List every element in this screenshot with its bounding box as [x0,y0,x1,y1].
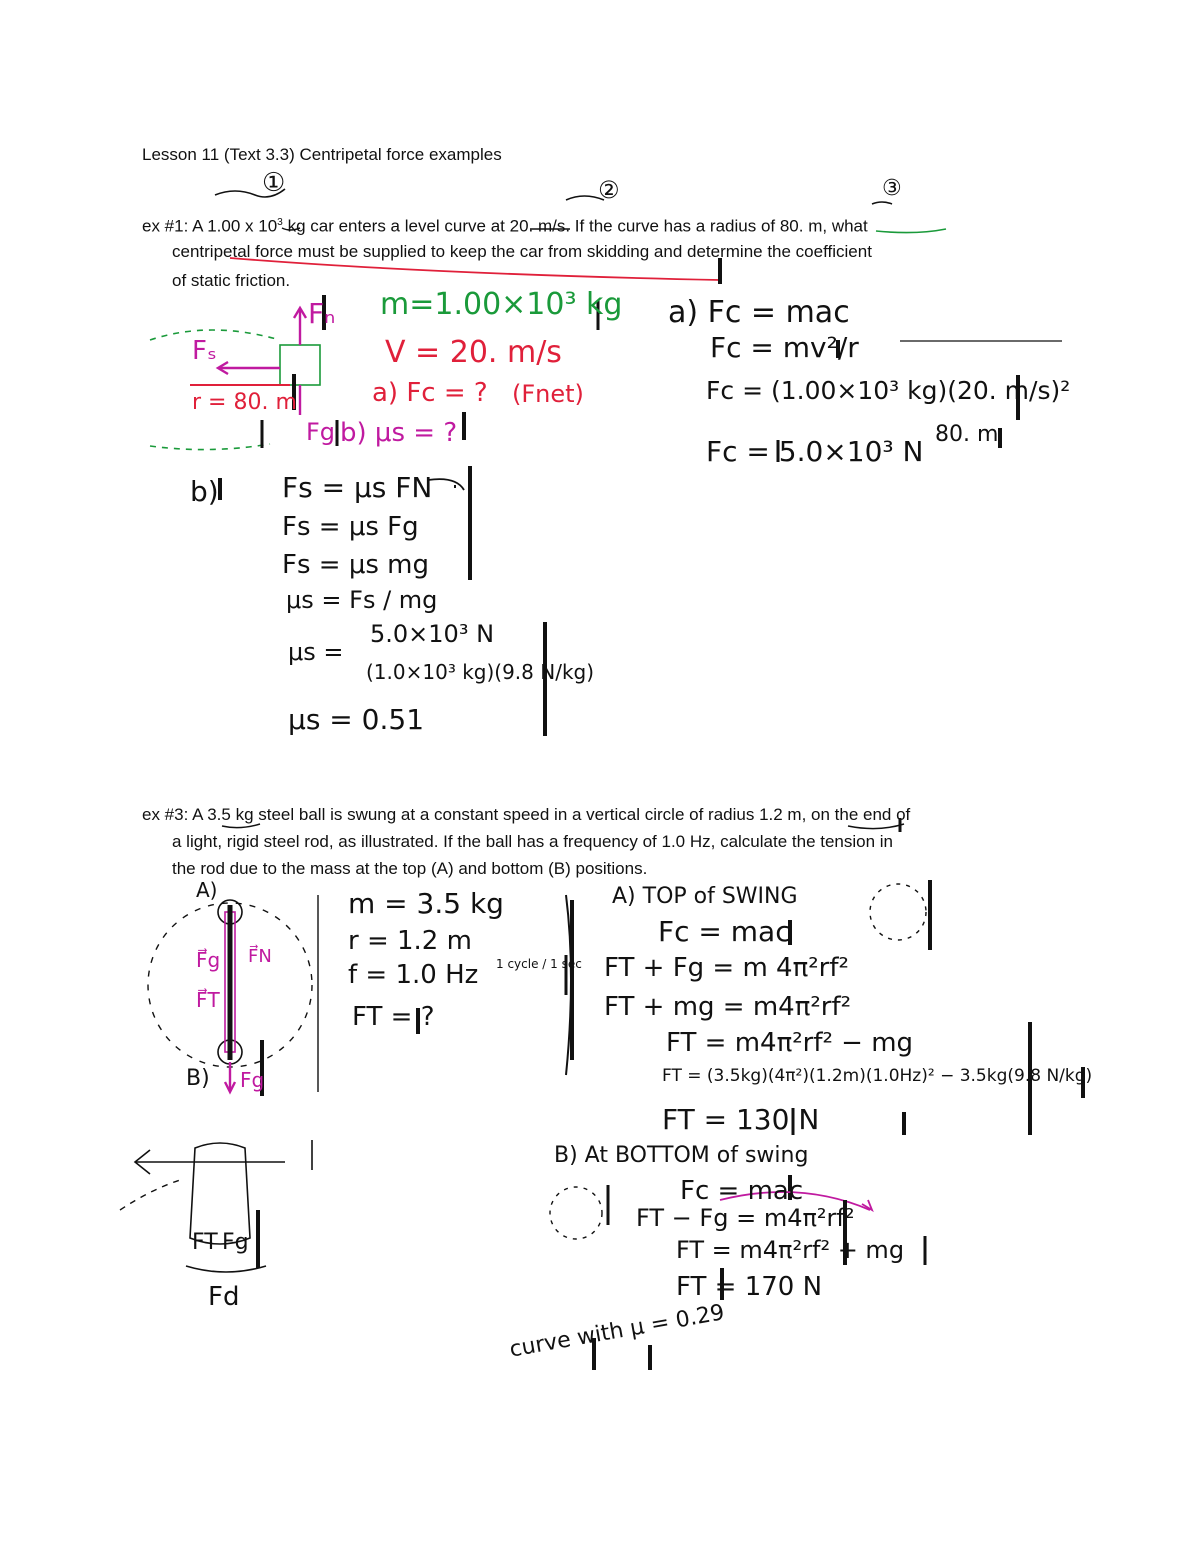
ex1-label-fg: Fg [306,418,336,446]
lesson-title: Lesson 11 (Text 3.3) Centripetal force examples [142,145,502,164]
ex3-given-cycle: 1 cycle / 1 sec [496,957,582,971]
ex3-b-title: B) At BOTTOM of swing [554,1143,809,1168]
mark-1: ① [262,168,286,198]
ex1-b-label: b) [190,475,219,508]
ex3-given-ft: FT = ? [352,1002,435,1032]
ex3-a-line2: FT + Fg = m 4π²rf² [604,953,849,983]
bucket-label-ft: FT [192,1230,218,1255]
ex1-given-m: m=1.00×10³ kg [380,287,623,322]
ex3-a-result: FT = 130 N [662,1103,820,1136]
ex3-label-ft: F⃗T [196,988,220,1012]
ex3-label-fg: F⃗g [196,948,221,972]
ex3-given-m: m = 3.5 kg [348,887,504,920]
ex1-given-mu: b) μs = ? [340,418,458,448]
ex1-label-fn: Fₙ [308,297,336,330]
squiggle-mark [872,202,892,204]
ex1-given-v: V = 20. m/s [385,335,562,370]
ex1-a-line2: Fc = mv²/r [710,331,859,364]
ex3-b-result: FT = 170 N [676,1272,823,1302]
ex1-line3: of static friction. [172,271,291,290]
ex3-given-f: f = 1.0 Hz [348,960,479,990]
ex1-a-line1: a) Fc = mac [668,295,850,330]
ex1-b-num: 5.0×10³ N [370,620,495,648]
mark-3: ③ [882,176,902,201]
ex1-line1-a: ex #1: A 1.00 x 10 [142,216,278,236]
ex3-label-b: B) [186,1066,210,1091]
ex1-b-line3: Fs = μs mg [282,550,429,580]
ex1-a-line3: Fc = (1.00×10³ kg)(20. m/s)² [706,376,1071,405]
ex1-b-line4: μs = Fs / mg [286,586,438,614]
ex1-b-line1: Fs = μs FN [282,471,433,504]
squiggle-mark [215,189,285,197]
ex1-line2: centripetal force must be supplied to keep the car from skidding and determine the coefficient [172,242,872,261]
ex3-line3: the rod due to the mass at the top (A) and bottom (B) positions. [172,859,648,878]
ex3-a-title: A) TOP of SWING [612,884,798,909]
footer-note: curve with μ = 0.29 [507,1300,727,1363]
ex1-line1-b: kg car enters a level curve at 20. m/s. If the curve has a radius of 80. m, what [282,216,868,236]
ex3-line2: a light, rigid steel rod, as illustrated. If the ball has a frequency of 1.0 Hz, calculate the tension in [172,832,894,851]
ex1-a-result: Fc = 5.0×10³ N [706,435,924,468]
ex3-label-fn: F⃗N [248,946,272,967]
ex1-b-result: μs = 0.51 [288,703,425,736]
ex1-b-denom: (1.0×10³ kg)(9.8 N/kg) [366,660,595,684]
ex3-b-line3: FT = m4π²rf² + mg [676,1236,905,1264]
ex1-b-line2: Fs = μs Fg [282,512,419,542]
ex3-line1: ex #3: A 3.5 kg steel ball is swung at a constant speed in a vertical circle of radius 1.2 m, on the end of [142,805,911,824]
mark-2: ② [598,176,620,204]
ex1-given-r: r = 80. m [192,390,297,415]
ex3-label-fg2: Fg [240,1068,265,1092]
ex1-a-denom: 80. m [935,422,999,447]
ex3-b-line1: Fc = mac [680,1176,804,1206]
bucket-label-fd: Fd [208,1282,240,1312]
ex3-label-a: A) [196,878,218,902]
ex3-a-line1: Fc = mac [658,915,791,948]
ex1-b-mu-eq: μs = [288,638,344,666]
ex3-b-line2: FT − Fg = m4π²rf² [636,1204,855,1232]
ex3-a-line5: FT = (3.5kg)(4π²)(1.2m)(1.0Hz)² − 3.5kg(9.8 N/kg) [662,1066,1093,1086]
ex3-a-line3: FT + mg = m4π²rf² [604,992,852,1022]
red-underline [230,258,720,280]
bucket-label-fg: Fg [222,1230,249,1255]
ex1-label-fs: Fₛ [192,336,217,366]
ex1-given-fc: a) Fc = ? [372,378,488,408]
ex1-given-fnet: (Fnet) [512,380,584,408]
ex3-given-r: r = 1.2 m [348,926,472,956]
ex1-line1-sup: 3 [277,217,283,228]
squiggle-mark [566,196,604,200]
ex3-a-line4: FT = m4π²rf² − mg [666,1028,914,1058]
